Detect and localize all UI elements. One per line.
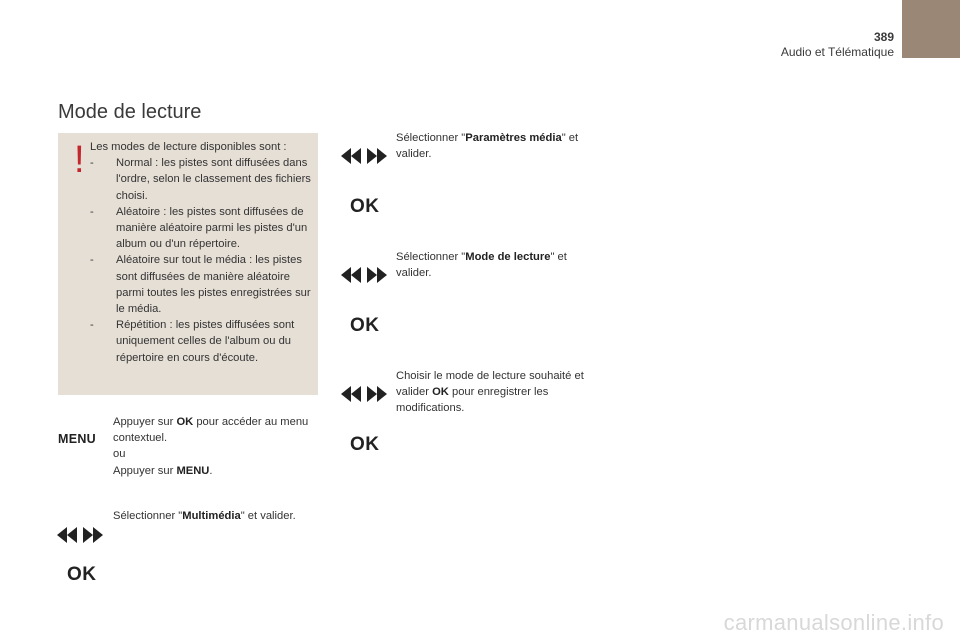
watermark: carmanualsonline.info [723, 610, 944, 635]
note-item: - Normal : les pistes sont diffusées dans l'ordre, selon le classement des fichiers choisi. [90, 157, 311, 202]
note-item: - Répétition : les pistes diffusées sont uniquement celles de l'album ou du répertoire en cours d'écoute. [90, 319, 295, 364]
page-heading: Mode de lecture [58, 101, 202, 123]
step-open-menu: Appuyer sur OK pour accéder au menu contextuel. ou Appuyer sur MENU. [113, 416, 309, 477]
note-text [90, 139, 312, 366]
arrows-left-right-icon [341, 267, 387, 283]
section-title: Audio et Télématique [780, 45, 894, 59]
step-choose-mode: Choisir le mode de lecture souhaité et valider OK pour enregistrer les modifications. [396, 370, 584, 415]
menu-key-icon: MENU [58, 432, 97, 446]
exclamation-icon: ! [74, 139, 85, 181]
page-number: 389 [873, 30, 894, 44]
note-box [58, 133, 318, 395]
note-item: - Aléatoire sur tout le média : les pistes sont diffusées de manière aléatoire parmi toutes les pistes enregistrées sur le média. [90, 254, 311, 316]
step-select-media-settings: Sélectionner "Paramètres média" et valider. [396, 132, 579, 161]
note-intro: Les modes de lecture disponibles sont : [90, 141, 287, 153]
corner-tab [902, 0, 960, 58]
arrows-left-right-icon [341, 148, 387, 164]
arrows-left-right-icon [57, 527, 103, 543]
step-select-play-mode: Sélectionner "Mode de lecture" et valider. [396, 251, 567, 280]
arrows-left-right-icon [341, 386, 387, 402]
ok-button-icon: OK [350, 315, 380, 336]
note-item: - Aléatoire : les pistes sont diffusées de manière aléatoire parmi les pistes d'un album ou d'un répertoire. [90, 205, 308, 251]
ok-button-icon: OK [350, 196, 380, 217]
step-select-multimedia: Sélectionner "Multimédia" et valider. [113, 510, 296, 522]
ok-button-icon: OK [67, 564, 97, 585]
ok-button-icon: OK [350, 434, 380, 455]
